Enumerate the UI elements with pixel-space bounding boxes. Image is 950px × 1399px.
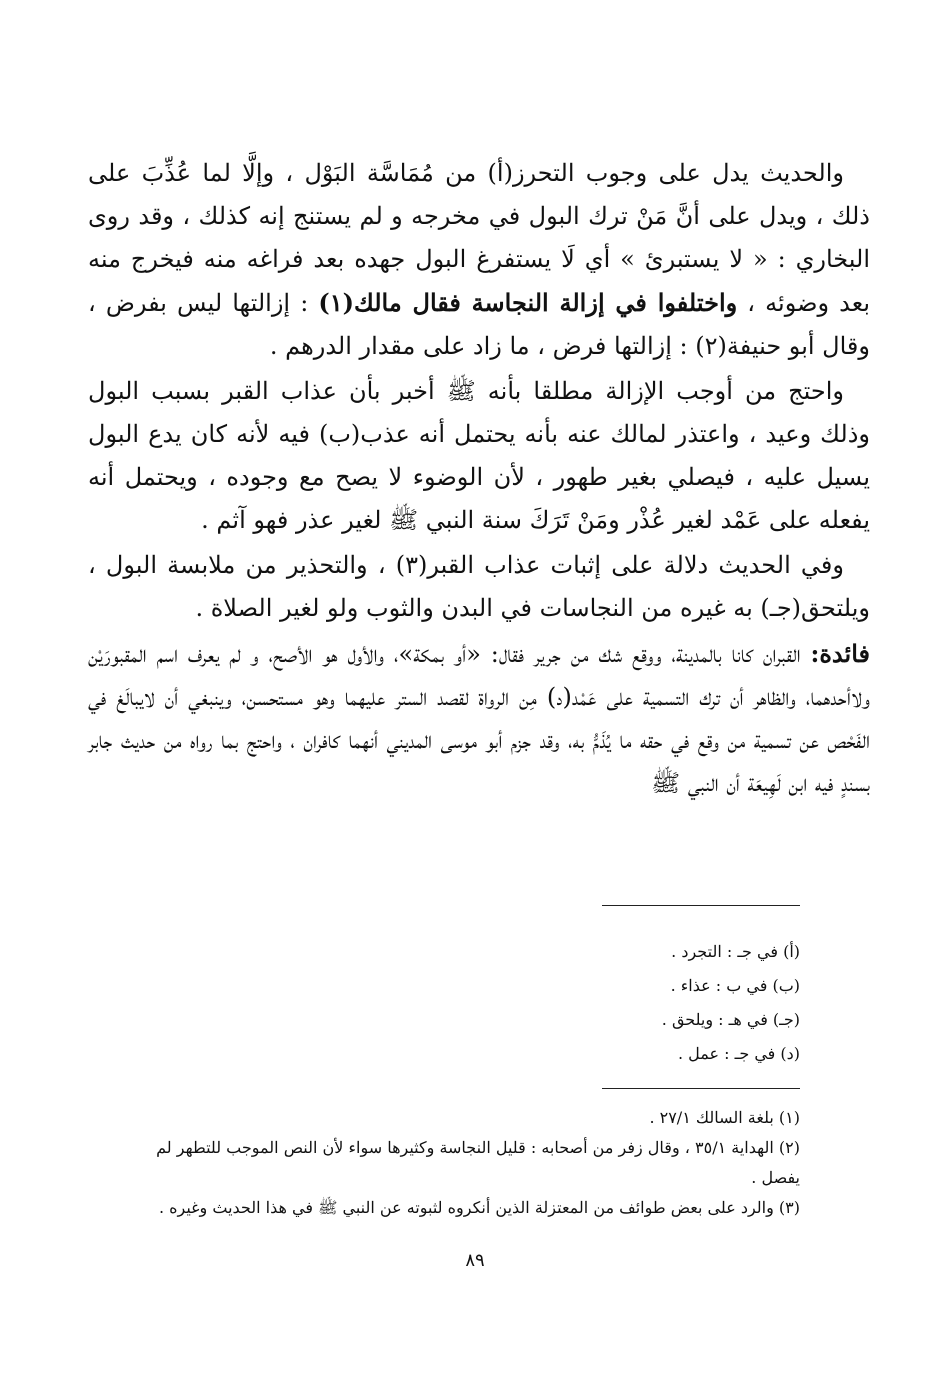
paragraph-1 bbox=[88, 152, 870, 368]
paragraph-1-bold-phrase: واختلفوا في إزالة النجاسة فقال مالك(١) bbox=[318, 288, 738, 317]
paragraph-3 bbox=[88, 544, 870, 630]
footnotes-separator-line bbox=[602, 1088, 800, 1089]
variant-note: (أ) في جـ : التجرد . bbox=[671, 942, 800, 961]
footnote: (٣) والرد على بعض طوائف من المعتزلة الذين أنكروه لثبوته عن النبي ﷺ في هذا الحديث وغيره . bbox=[158, 1198, 800, 1217]
paragraph-2-text: واحتج من أوجب الإزالة مطلقا بأنه ﷺ أخبر بأن عذاب القبر بسبب البول وذلك وعيد ، واعتذر لمالك عنه بأنه يحتمل أنه عذب(ب) فيه لأنه كان يدع البول يسيل عليه ، فيصلي بغير طهور ، لأن الوضوء لا يصح مع وجوده ، ويحتمل أنه يفعله على عَمْد لغير عُذْر ومَنْ تَرَكَ سنة النبي ﷺ لغير عذر فهو آثم . bbox=[88, 377, 870, 534]
paragraph-3-text: وفي الحديث دلالة على إثبات عذاب القبر(٣) ، والتحذير من ملابسة البول ، ويلتحق(جـ) به غيره من النجاسات في البدن والثوب ولو لغير الصلاة . bbox=[88, 551, 870, 622]
footnotes bbox=[128, 1103, 800, 1223]
footnote: (٢) الهداية ٣٥/١ ، وقال زفر من أصحابه : قليل النجاسة وكثيرها سواء لأن النص الموجب للتطهر لم يفصل . bbox=[156, 1138, 800, 1187]
paragraph-4-text: القبران كانا بالمدينة، ووقع شك من جرير فقال: «أو بمكة»، والأول هو الأصح، و لم يعرف اسم المقبورَيْن ولاأحدهما، والظاهر أن ترك التسمية على عَمْد(د) مِن الرواة لقصد الستر عليهما وهو مستحسن، وينبغي أن لايبالَغ في الفَحْص عن تسمية من وقع في حقه ما يُذَمُّ به، وقد جزم أبو موسى المديني أنهما كافران ، واحتج بما رواه من حديث جابر بسندٍ فيه ابن لَهِيعَة أن النبي ﷺ bbox=[88, 640, 870, 797]
footnote: (١) بلغة السالك ٢٧/١ . bbox=[649, 1108, 800, 1127]
benefit-label: فائدة: bbox=[810, 639, 870, 668]
page-number: ٨٩ bbox=[465, 1250, 485, 1271]
main-text bbox=[88, 152, 870, 805]
variant-note: (جـ) في هـ : ويلحق . bbox=[661, 1010, 800, 1029]
paragraph-1-text-end: : إزالتها ليس بفرض ، وقال أبو حنيفة(٢) : إزالتها فرض ، ما زاد على مقدار الدرهم . bbox=[88, 289, 870, 360]
paragraph-2 bbox=[88, 370, 870, 542]
paragraph-1-text: والحديث يدل على وجوب التحرز(أ) من مُمَاسَّة البَوْل ، وإلَّا لما عُذِّبَ على ذلك ، ويدل على أنَّ مَنْ ترك البول في مخرجه و لم يستنج إنه كذلك ، وقد روى البخاري : « لا يستبرئ » أي لَا يستفرغ البول جهده بعد فراغه منه فيخرج منه بعد وضوئه ، bbox=[88, 159, 871, 317]
variant-notes bbox=[200, 935, 800, 1071]
paragraph-4 bbox=[88, 632, 870, 805]
variant-note: (ب) في ب : عذاء . bbox=[670, 976, 800, 995]
variants-separator-line bbox=[602, 905, 800, 906]
variant-note: (د) في جـ : عمل . bbox=[678, 1044, 800, 1063]
